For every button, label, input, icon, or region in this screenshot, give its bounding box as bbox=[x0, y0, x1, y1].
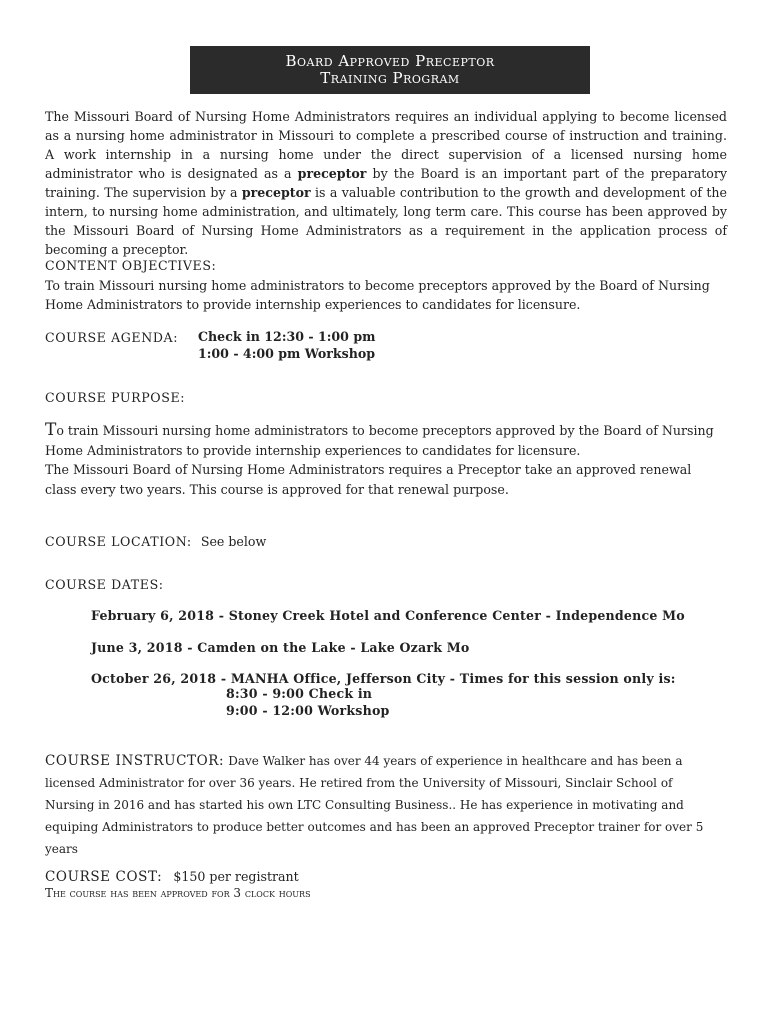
title-line-1: Board Approved Preceptor bbox=[285, 52, 495, 70]
purpose-initial: T bbox=[45, 420, 57, 440]
date-item-2: June 3, 2018 - Camden on the Lake - Lake Ozark Mo bbox=[91, 640, 470, 655]
dates-heading: COURSE DATES: bbox=[45, 577, 164, 592]
instructor-section bbox=[45, 750, 725, 860]
title-banner bbox=[190, 46, 590, 94]
cost-note: The course has been approved for 3 clock hours bbox=[45, 886, 311, 900]
instructor-heading: COURSE INSTRUCTOR: bbox=[45, 753, 225, 769]
purpose-text-1: o train Missouri nursing home administrators to become preceptors approved by the Board of Nursing Home Administrators to provide internship experiences to candidates for licensure. bbox=[45, 423, 714, 458]
agenda-line-1: Check in 12:30 - 1:00 pm bbox=[198, 329, 376, 344]
date-item-3: October 26, 2018 - MANHA Office, Jefferson City - Times for this session only is: bbox=[91, 671, 676, 686]
purpose-text-2: The Missouri Board of Nursing Home Administrators requires a Preceptor take an approved renewal class every two years. This course is approved for that renewal purpose. bbox=[45, 462, 692, 497]
cost-row bbox=[45, 866, 299, 886]
objectives-text: To train Missouri nursing home administrators to become preceptors approved by the Board of Nursing Home Administrators to provide internship experiences to candidates for licensure. bbox=[45, 278, 710, 312]
date-time-1: 8:30 - 9:00 Check in bbox=[226, 686, 373, 701]
agenda-times bbox=[198, 328, 375, 362]
intro-paragraph bbox=[45, 107, 727, 259]
intro-bold-preceptor-2: preceptor bbox=[241, 185, 311, 200]
title-line-2: Training Program bbox=[320, 69, 460, 87]
location-heading: COURSE LOCATION: bbox=[45, 534, 192, 549]
intro-text-1: The Missouri Board of Nursing Home Administrators requires an individual applying to become licensed as a nursing home administrator in Missouri to complete a prescribed course of instruction and training. A work internship in a nursing home under the direct supervision of a licensed nursing home administrator who is designated as a bbox=[45, 109, 727, 181]
location-value: See below bbox=[200, 534, 267, 549]
cost-value: $150 per registrant bbox=[173, 869, 299, 884]
purpose-text bbox=[45, 421, 725, 499]
intro-text-3: is a valuable contribution to the growth and development of the intern, to nursing home administration, and ultimately, long term care. This course has been approved by the Missouri Board of Nursing Home Administrators as a requirement in the application process of becoming a preceptor. bbox=[45, 185, 727, 257]
cost-heading: COURSE COST: bbox=[45, 869, 163, 885]
instructor-text: Dave Walker has over 44 years of experience in healthcare and has been a licensed Administrator for over 36 years. He retired from the University of Missouri, Sinclair School of Nursing in 2016 and has started his own LTC Consulting Business.. He has experience in motivating and equiping Administrators to produce better outcomes and has been an approved Preceptor trainer for over 5 years bbox=[45, 754, 704, 856]
agenda-heading: COURSE AGENDA: bbox=[45, 330, 179, 345]
objectives-heading: CONTENT OBJECTIVES: bbox=[45, 258, 217, 273]
intro-bold-preceptor-1: preceptor bbox=[297, 166, 367, 181]
date-time-2: 9:00 - 12:00 Workshop bbox=[226, 703, 390, 718]
date-item-1: February 6, 2018 - Stoney Creek Hotel and Conference Center - Independence Mo bbox=[91, 608, 685, 623]
location-row bbox=[45, 531, 266, 551]
intro-text-2: by the Board is an important part of the preparatory training. The supervision by a bbox=[45, 166, 727, 200]
purpose-heading: COURSE PURPOSE: bbox=[45, 390, 186, 405]
agenda-line-2: 1:00 - 4:00 pm Workshop bbox=[198, 346, 376, 361]
